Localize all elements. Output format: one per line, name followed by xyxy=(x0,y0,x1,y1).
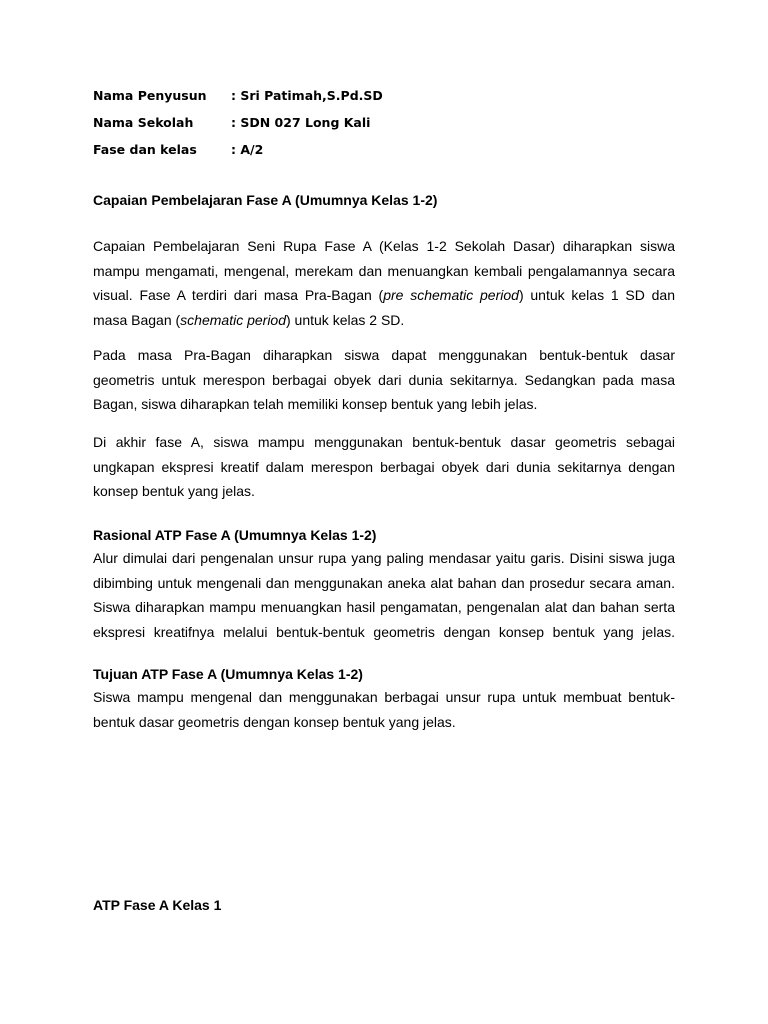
paragraph-capaian-2 xyxy=(93,343,675,417)
paragraph-rasional xyxy=(93,546,675,644)
text-line: Bagan, siswa diharapkan telah memiliki konsep bentuk yang lebih jelas. xyxy=(93,396,538,412)
text-line: Pada masa Pra-Bagan diharapkan siswa dapat menggunakan bentuk-bentuk dasar xyxy=(93,347,675,363)
meta-label: Nama Sekolah xyxy=(93,115,194,130)
text-line: Siswa diharapkan mampu menuangkan hasil pengamatan, pengenalan alat dan bahan serta xyxy=(93,599,675,615)
text-segment: ) untuk kelas 1 SD dan xyxy=(518,287,675,303)
text-line: konsep bentuk yang jelas. xyxy=(93,483,255,499)
paragraph-tujuan xyxy=(93,685,675,734)
text-line: ekspresi kreatifnya melalui bentuk-bentuk geometris dengan konsep bentuk yang jelas. xyxy=(93,623,675,640)
text-line: geometris untuk merespon berbagai obyek dari dunia sekitarnya. Sedangkan pada masa xyxy=(93,371,675,388)
heading-tujuan: Tujuan ATP Fase A (Umumnya Kelas 1-2) xyxy=(93,666,363,682)
paragraph-capaian-3 xyxy=(93,430,675,504)
text-segment: visual. Fase A terdiri dari masa Pra-Bagan ( xyxy=(93,287,384,303)
italic-term: schematic period xyxy=(180,311,286,328)
document-metadata xyxy=(93,87,493,168)
text-line: Capaian Pembelajaran Seni Rupa Fase A (Kelas 1-2 Sekolah Dasar) diharapkan siswa xyxy=(93,238,675,254)
heading-atp-kelas-1: ATP Fase A Kelas 1 xyxy=(93,897,222,913)
meta-row-fase-kelas xyxy=(93,141,493,168)
text-segment: masa Bagan ( xyxy=(93,311,181,328)
text-line: dibimbing untuk mengenali dan menggunakan aneka alat bahan dan prosedur secara aman. xyxy=(93,574,675,591)
text-line xyxy=(93,283,675,308)
text-line: bentuk dasar geometris dengan konsep bentuk yang jelas. xyxy=(93,713,456,730)
heading-capaian: Capaian Pembelajaran Fase A (Umumnya Kelas 1-2) xyxy=(93,192,438,208)
text-line xyxy=(93,308,675,333)
meta-value: : Sri Patimah,S.Pd.SD xyxy=(231,88,383,103)
text-line: Alur dimulai dari pengenalan unsur rupa yang paling mendasar yaitu garis. Disini siswa juga xyxy=(93,550,675,566)
text-line: mampu mengamati, mengenal, merekam dan menuangkan kembali pengalamannya secara xyxy=(93,262,675,279)
meta-label: Nama Penyusun xyxy=(93,88,207,103)
heading-rasional: Rasional ATP Fase A (Umumnya Kelas 1-2) xyxy=(93,527,377,543)
meta-row-sekolah xyxy=(93,114,493,141)
meta-value: : A/2 xyxy=(231,142,264,157)
paragraph-capaian-1 xyxy=(93,234,675,332)
text-line: Di akhir fase A, siswa mampu menggunakan bentuk-bentuk dasar geometris sebagai xyxy=(93,434,675,450)
text-line: ungkapan ekspresi kreatif dalam merespon berbagai obyek dari dunia sekitarnya dengan xyxy=(93,458,675,475)
italic-term: pre schematic period xyxy=(383,287,519,303)
meta-row-penyusun xyxy=(93,87,493,114)
meta-value: : SDN 027 Long Kali xyxy=(231,115,371,130)
text-segment: ) untuk kelas 2 SD. xyxy=(286,311,405,328)
text-line: Siswa mampu mengenal dan menggunakan berbagai unsur rupa untuk membuat bentuk- xyxy=(93,689,675,705)
meta-label: Fase dan kelas xyxy=(93,142,197,157)
